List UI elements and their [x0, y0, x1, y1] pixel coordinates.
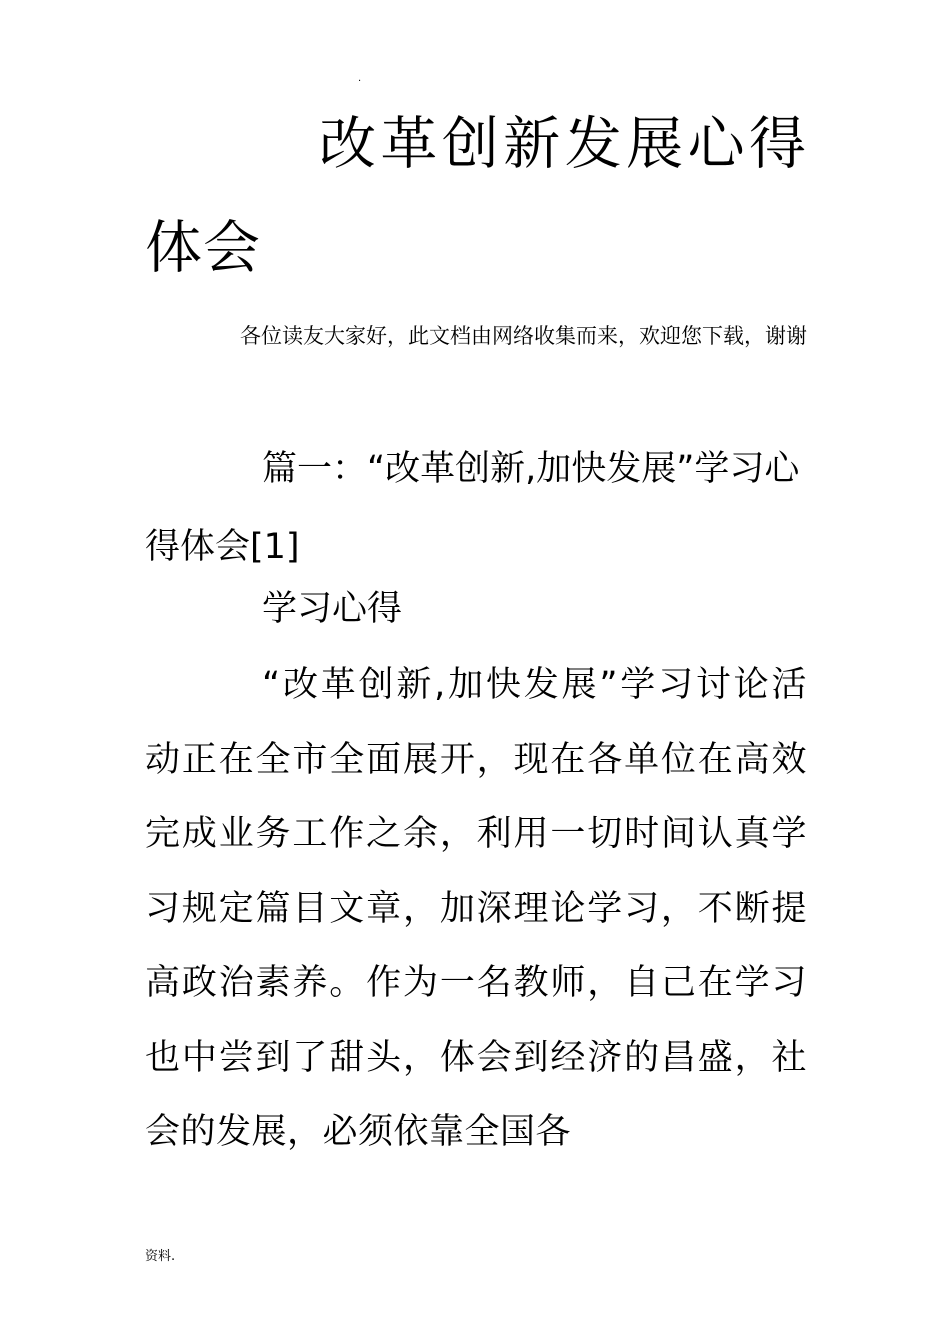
document-title: 改革创新发展心得体会: [145, 111, 807, 281]
section-heading: 篇一：“改革创新,加快发展”学习心得体会[1]: [145, 449, 800, 567]
intro-note: 各位读友大家好，此文档由网络收集而来，欢迎您下载，谢谢: [240, 324, 807, 348]
top-mark: .: [358, 73, 362, 84]
body-paragraph: “改革创新,加快发展”学习讨论活动正在全市全面展开，现在各单位在高效完成业务工作之余，利用一切时间认真学习规定篇目文章，加深理论学习，不断提高政治素养。作为一名教师，自己在学习也中尝到了甜头，体会到经济的昌盛，社会的发展，必须依靠全国各: [145, 665, 807, 1152]
subheading: 学习心得: [262, 589, 403, 629]
page-footer: 资料.: [145, 1249, 176, 1264]
